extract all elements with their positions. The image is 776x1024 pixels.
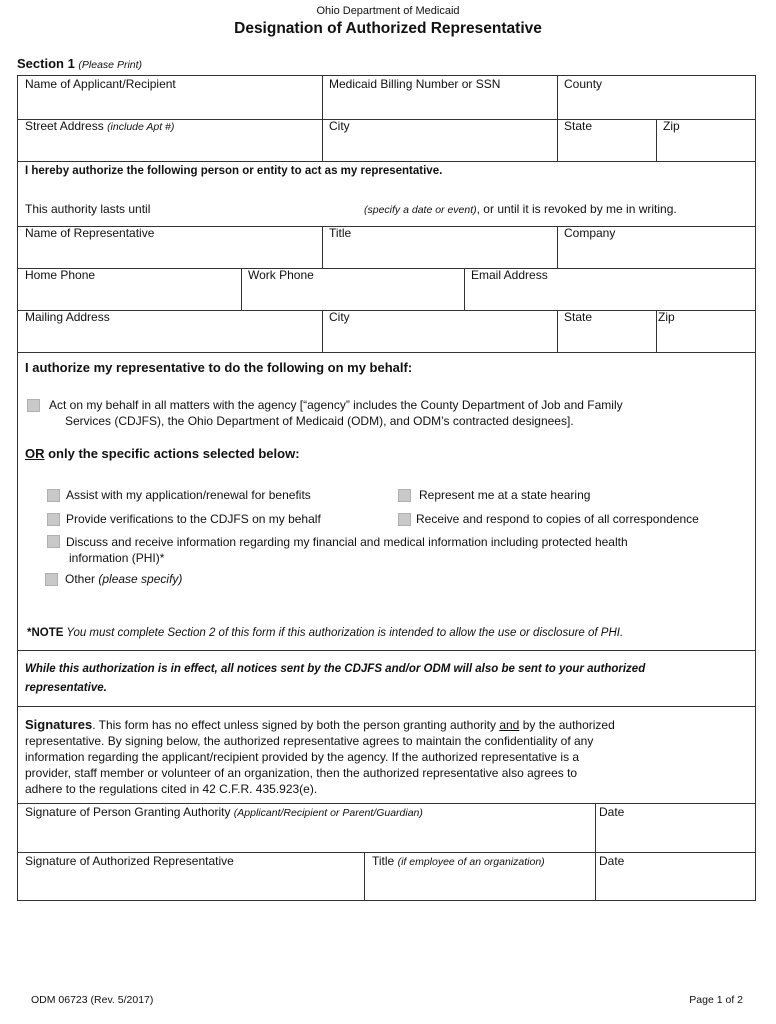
col-divider: [656, 310, 657, 352]
granting-signature-label: Signature of Person Granting Authority: [25, 805, 231, 819]
agency-name: Ohio Department of Medicaid: [316, 5, 460, 17]
or-label: OR: [25, 446, 45, 461]
form-id: ODM 06723 (Rev. 5/2017): [31, 994, 154, 1006]
notice-text: [25, 661, 645, 696]
county-field[interactable]: County: [564, 77, 603, 91]
col-divider: [322, 226, 323, 268]
discuss-line-1: Discuss and receive information regarding my financial and medical information including protected health: [66, 535, 628, 549]
granting-signature-note: (Applicant/Recipient or Parent/Guardian): [233, 807, 423, 819]
all-matters-line-2: Services (CDJFS), the Ohio Department of Medicaid (ODM), and ODM’s contracted designees].: [65, 414, 574, 428]
discuss-checkbox[interactable]: [47, 535, 60, 548]
section-1-heading: [17, 56, 142, 71]
notice-line-2: representative.: [25, 682, 107, 694]
page-number: Page 1 of 2: [689, 994, 743, 1006]
all-matters-text: [49, 397, 623, 429]
representative-signature-field[interactable]: Signature of Authorized Representative: [25, 854, 234, 868]
authorization-form: [17, 75, 756, 901]
signatures-line-3: information regarding the applicant/recipient provided by the agency. If the authorized representative is a: [25, 750, 580, 764]
all-matters-checkbox[interactable]: [27, 399, 40, 412]
specific-actions-text: only the specific actions selected below:: [44, 446, 300, 461]
col-divider: [557, 226, 558, 268]
mailing-address-field[interactable]: Mailing Address: [25, 310, 110, 324]
notice-line-1: While this authorization is in effect, all notices sent by the CDJFS and/or ODM will also be sent to your authorized: [25, 663, 646, 675]
signatures-and: and: [499, 718, 520, 732]
representative-zip-field[interactable]: Zip: [658, 310, 675, 324]
row-divider: [18, 650, 755, 651]
col-divider: [557, 310, 558, 352]
col-divider: [595, 803, 596, 901]
actions-heading: I authorize my representative to do the following on my behalf:: [25, 360, 413, 375]
other-note: (please specify): [98, 572, 183, 586]
street-address-label: Street Address: [25, 119, 104, 133]
signatures-line-5: adhere to the regulations cited in 42 C.F.R. 435.923(e).: [25, 782, 318, 796]
row-divider: [18, 310, 755, 311]
col-divider: [464, 268, 465, 310]
signatures-text: [25, 717, 750, 797]
street-address-field[interactable]: [25, 119, 174, 133]
verify-label: Provide verifications to the CDJFS on my behalf: [66, 512, 321, 526]
signatures-line-2: representative. By signing below, the authorized representative agrees to maintain the confidentiality of any: [25, 734, 594, 748]
form-title: Designation of Authorized Representative: [234, 20, 542, 37]
hearing-label: Represent me at a state hearing: [419, 488, 591, 502]
col-divider: [364, 852, 365, 901]
billing-number-field[interactable]: Medicaid Billing Number or SSN: [329, 77, 501, 91]
col-divider: [322, 310, 323, 352]
phi-note: [27, 627, 623, 639]
discuss-line-2: information (PHI)*: [69, 551, 165, 565]
verify-checkbox[interactable]: [47, 513, 60, 526]
specific-actions-heading: [25, 446, 300, 461]
discuss-text: [66, 534, 628, 566]
granting-signature-field[interactable]: [25, 805, 423, 819]
all-matters-line-1: Act on my behalf in all matters with the agency [“agency” includes the County Department of Job and Family: [49, 398, 623, 412]
correspondence-checkbox[interactable]: [398, 513, 411, 526]
col-divider: [322, 76, 323, 161]
authorize-heading: I hereby authorize the following person or entity to act as my representative.: [25, 165, 443, 177]
representative-date-field[interactable]: Date: [599, 854, 625, 868]
signatures-p2: by the authorized: [519, 718, 615, 732]
other-text: Other: [65, 572, 96, 586]
representative-state-field[interactable]: State: [564, 310, 593, 324]
company-field[interactable]: Company: [564, 226, 616, 240]
signatures-line-4: provider, staff member or volunteer of an organization, then the authorized representative also agrees to: [25, 766, 578, 780]
row-divider: [18, 803, 755, 804]
col-divider: [241, 268, 242, 310]
assist-checkbox[interactable]: [47, 489, 60, 502]
col-divider: [557, 76, 558, 161]
authority-lasts-field[interactable]: This authority lasts until: [25, 202, 151, 216]
representative-org-title-field[interactable]: [372, 854, 545, 868]
row-divider: [18, 161, 755, 162]
correspondence-label: Receive and respond to copies of all correspondence: [416, 512, 699, 526]
work-phone-field[interactable]: Work Phone: [248, 268, 314, 282]
representative-name-field[interactable]: Name of Representative: [25, 226, 155, 240]
specify-note: (specify a date or event): [364, 204, 477, 216]
col-divider: [656, 119, 657, 161]
revoke-text: , or until it is revoked by me in writing.: [476, 202, 677, 216]
row-divider: [18, 352, 755, 353]
assist-label: Assist with my application/renewal for benefits: [66, 488, 311, 502]
other-label: [65, 572, 182, 586]
representative-city-field[interactable]: City: [329, 310, 350, 324]
signatures-p1: . This form has no effect unless signed by both the person granting authority: [92, 718, 500, 732]
home-phone-field[interactable]: Home Phone: [25, 268, 96, 282]
granting-date-field[interactable]: Date: [599, 805, 625, 819]
hearing-checkbox[interactable]: [398, 489, 411, 502]
section-1-label: Section 1: [17, 56, 75, 71]
street-address-note: (include Apt #): [107, 121, 175, 133]
representative-title-field[interactable]: Title: [329, 226, 352, 240]
applicant-zip-field[interactable]: Zip: [663, 119, 680, 133]
section-1-note: (Please Print): [78, 59, 143, 71]
row-divider: [18, 706, 755, 707]
applicant-name-field[interactable]: Name of Applicant/Recipient: [25, 77, 176, 91]
applicant-state-field[interactable]: State: [564, 119, 593, 133]
rep-title-label: Title: [372, 854, 395, 868]
note-label: *NOTE: [27, 627, 64, 639]
note-text: You must complete Section 2 of this form if this authorization is intended to allow the use or disclosure of PHI.: [63, 627, 624, 639]
row-divider: [18, 852, 755, 853]
applicant-city-field[interactable]: City: [329, 119, 350, 133]
signatures-heading: Signatures: [25, 717, 93, 732]
email-field[interactable]: Email Address: [471, 268, 548, 282]
other-checkbox[interactable]: [45, 573, 58, 586]
row-divider: [18, 268, 755, 269]
authority-end-note: [364, 202, 677, 216]
rep-title-note: (if employee of an organization): [397, 856, 545, 868]
